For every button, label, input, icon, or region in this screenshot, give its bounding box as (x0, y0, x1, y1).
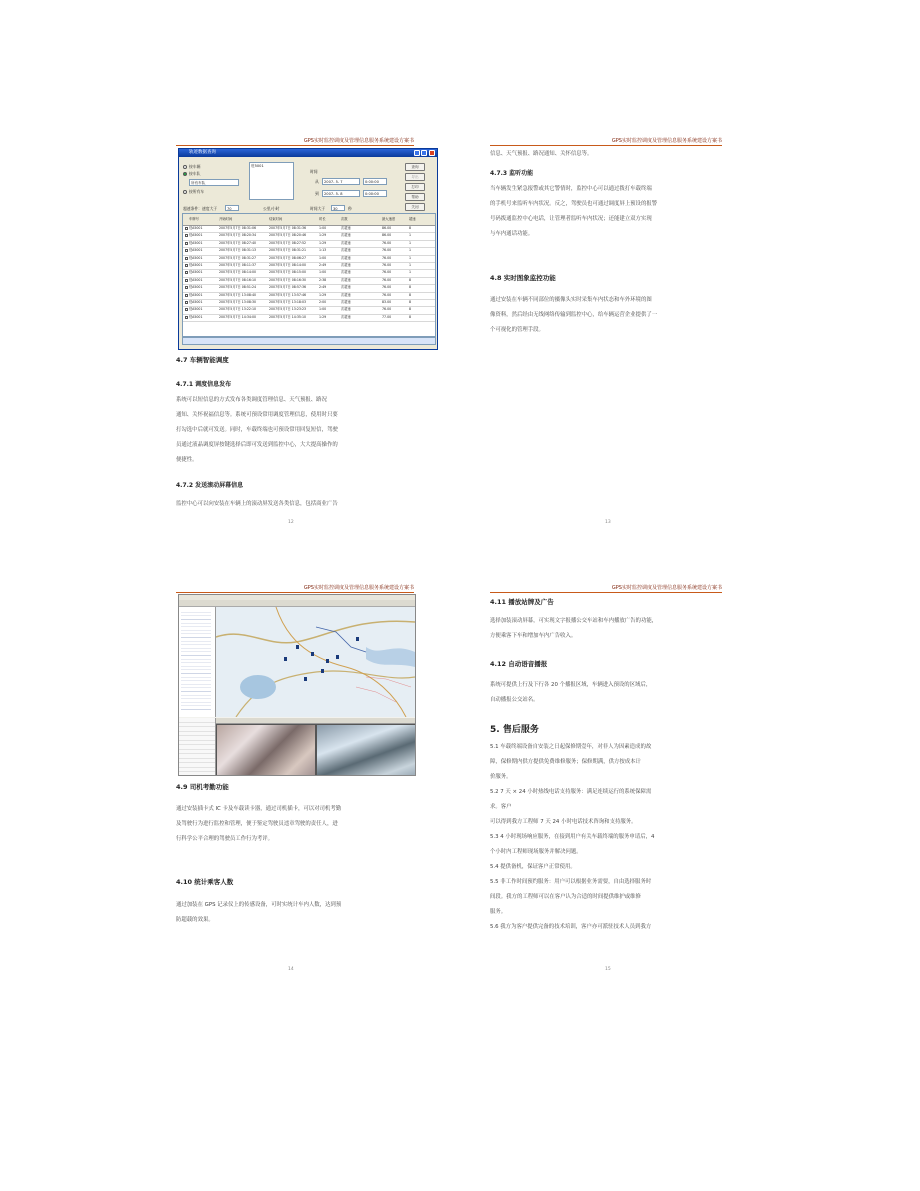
table-cell: 1:00 (319, 226, 327, 230)
page-number: 13 (605, 520, 611, 525)
camera-view-2 (316, 724, 416, 776)
table-cell: 8 (409, 285, 412, 290)
table-cell: 1:13 (319, 248, 327, 253)
text-line: 当车辆发生紧急报警或其它警情时，监控中心可以通过拨打车载终端 (490, 186, 652, 192)
table-cell: 1:29 (319, 240, 327, 245)
text-line: 价服务。 (490, 774, 512, 780)
from-time-value: 0:00:00 (365, 180, 379, 184)
subsection-heading: 4.7.1 调度信息发布 (176, 381, 232, 388)
table-cell: 1 (409, 233, 412, 238)
table-cell: 76.00 (382, 240, 392, 245)
table-cell: 次超速 (341, 277, 351, 282)
from-date-value: 2007- 5- 7 (324, 180, 343, 184)
app-toolbar (179, 600, 415, 607)
table-cell: 2007年5月7日 08:27:40 (219, 240, 257, 245)
interval-value: 30 (333, 207, 338, 211)
table-cell: 次超速 (341, 255, 351, 260)
text-line: 便捷性。 (176, 457, 198, 463)
table-cell: 驻A5001 (189, 263, 203, 267)
table-cell: 驻A5001 (189, 277, 203, 282)
fleet-select-value: 所有车队 (191, 181, 206, 185)
table-cell: 驻A5001 (189, 255, 203, 260)
export-button[interactable]: 导出 (405, 173, 425, 181)
text-line: 通过安装插卡式 IC 卡及车载读卡器，通过司机插卡，可以对司机考勤 (176, 806, 342, 812)
to-date-value: 2007- 5- 8 (324, 192, 343, 196)
row-checkbox[interactable] (185, 271, 188, 274)
to-label: 到 (315, 191, 319, 196)
table-cell: 1 (409, 248, 412, 253)
table-cell: 2:38 (319, 277, 327, 282)
page-4 (490, 582, 722, 982)
table-cell: 2007年5月7日 08:57:36 (269, 285, 307, 290)
text-line: 通过加装在 GPS 记录仪上的传感设备，可时实统计车内人数，达到预 (176, 902, 342, 908)
table-cell: 8 (409, 307, 412, 312)
text-line: 防超载的效果。 (176, 917, 214, 923)
table-cell: 驻A5001 (189, 285, 203, 290)
table-cell: 次超速 (341, 307, 351, 312)
table-cell: 驻A5001 (189, 226, 203, 230)
table-cell: 2007年5月7日 14:34:00 (219, 314, 257, 319)
radio-by-fleet[interactable] (183, 172, 187, 176)
paragraph (176, 393, 338, 468)
page-number: 14 (288, 967, 294, 972)
table-cell: 76.00 (382, 307, 392, 312)
table-cell: 8 (409, 292, 412, 297)
radio-all[interactable] (183, 190, 187, 194)
text-line: 5.5 非工作时间预约服务：用户可以根据业务需要，自由选择服务时 (490, 879, 652, 885)
row-checkbox[interactable] (185, 316, 188, 319)
table-cell: 76.00 (382, 263, 392, 267)
table-cell: 驻A5001 (189, 248, 203, 253)
row-checkbox[interactable] (185, 286, 188, 289)
radio-label: 按所有车 (189, 189, 205, 194)
page-3 (176, 582, 414, 982)
table-cell: 8 (409, 314, 412, 319)
chapter-heading: 5. 售后服务 (490, 725, 539, 735)
text-line: 员通过液晶调度屏按键选择后即可发送到监控中心，大大提高操作的 (176, 442, 338, 448)
text-line: 通知、关怀祝福信息等。系统可预设常用调度管理信息，使用时只要 (176, 412, 338, 418)
table-cell: 76.00 (382, 277, 392, 282)
header-rule (176, 592, 414, 593)
table-cell: 76.00 (382, 255, 392, 260)
table-cell: 次超速 (341, 270, 351, 275)
text-line: 与车内通话功能。 (490, 231, 534, 237)
table-cell: 2007年5月7日 13:08:30 (219, 300, 257, 304)
table-cell: 次超速 (341, 240, 351, 245)
page-2 (490, 135, 722, 535)
table-cell: 2007年5月7日 08:27:52 (269, 240, 307, 245)
table-cell: 86.00 (382, 226, 392, 230)
text-line: 方便乘客下车和增加车内广告收入。 (490, 633, 577, 639)
table-cell: 驻A5001 (189, 292, 203, 297)
table-cell: 驻A5001 (189, 233, 203, 238)
interval-unit: 秒 (348, 206, 352, 211)
text-line: 及驾驶行为进行监控和管理，便于鉴定驾驶员违章驾驶的责任人，进 (176, 821, 338, 827)
from-date-field[interactable] (322, 178, 360, 185)
table-cell: 76.00 (382, 285, 392, 290)
page-header: GPS实时监控调度及管理信息服务系统建设方案书 (303, 138, 414, 144)
text-line: 的手机号来监听车内状况。反之，驾驶员也可通过调度屏上预设的报警 (490, 201, 658, 207)
column-header[interactable]: 最大速度 (382, 217, 396, 221)
page-header: GPS实时监控调度及管理信息服务系统建设方案书 (611, 138, 722, 144)
row-checkbox[interactable] (185, 264, 188, 267)
text-line: 像资料，然后经由无线网络传输到监控中心，给车辆运营企业提供了一 (490, 312, 658, 318)
row-checkbox[interactable] (185, 308, 188, 311)
text-line: 系统可提供上行及下行各 20 个播报区域，车辆进入预设的区域后， (490, 682, 652, 688)
text-line: 打勾选中后就可发送。同时，车载终端也可预设常用回复短信，驾驶 (176, 427, 338, 433)
table-cell: 8 (409, 277, 412, 282)
speed-field[interactable] (225, 205, 239, 211)
close-button[interactable]: 关闭 (405, 203, 425, 211)
map-view[interactable] (216, 607, 415, 717)
table-cell: 2007年5月7日 08:16:10 (219, 277, 257, 282)
table-cell: 次超速 (341, 233, 351, 238)
table-cell: 次超速 (341, 226, 351, 230)
table-cell: 1:29 (319, 233, 327, 238)
paragraph (490, 614, 657, 644)
page-1 (176, 135, 419, 535)
table-cell: 2007年5月7日 13:22:10 (219, 307, 257, 312)
vehicle-list-item[interactable]: 驻5001 (251, 164, 264, 168)
vehicle-list[interactable] (249, 162, 294, 200)
map-graphic (216, 607, 415, 717)
text-line: 5.3 4 小时现场响应服务，在接到用户有关车载终端的服务申请后，4 (490, 834, 655, 840)
table-cell: 77.00 (382, 314, 392, 319)
section-heading: 4.11 播放站牌及广告 (490, 598, 554, 606)
table-cell: 8 (409, 226, 412, 230)
text-line: 间段。我方的工程师可以在客户认为合适的时间提供维护或维修 (490, 894, 641, 900)
from-time-field[interactable] (363, 178, 387, 185)
text-line: 选择加装滚动屏幕，可实现文字报播公交车站和车内播放广告的功能， (490, 618, 658, 624)
radio-by-vehicle[interactable] (183, 165, 187, 169)
table-cell: 驻A5001 (189, 270, 203, 275)
print-button[interactable]: 打印 (405, 183, 425, 191)
paragraph (176, 898, 341, 928)
paragraph (176, 497, 338, 512)
subsection-heading: 4.7.2 发送滚动屏幕信息 (176, 482, 244, 489)
table-cell: 1:00 (319, 307, 327, 312)
table-cell: 1 (409, 270, 412, 275)
fleet-select[interactable] (189, 179, 239, 186)
paragraph (490, 293, 657, 338)
minimize-icon[interactable] (414, 150, 420, 156)
text-line: 可以得到我方工程师 7 天 24 小时电话技术咨询和支持服务。 (490, 819, 637, 825)
gps-monitor-window (178, 594, 416, 776)
table-cell: 1:29 (319, 314, 327, 319)
section-heading: 4.8 实时图象监控功能 (490, 274, 556, 282)
table-cell: 驻A5001 (189, 240, 203, 245)
table-cell: 2007年5月7日 08:31:27 (219, 255, 257, 260)
table-cell: 2:49 (319, 285, 327, 290)
table-cell: 2007年5月7日 08:14:00 (269, 263, 307, 267)
section-heading: 4.7 车辆智能调度 (176, 356, 229, 364)
table-cell: 1 (409, 255, 412, 260)
table-cell: 2007年5月7日 08:11:37 (219, 263, 257, 267)
paragraph (490, 147, 592, 162)
column-header[interactable]: 超速 (409, 217, 416, 221)
table-cell: 2007年5月7日 08:16:30 (269, 277, 307, 282)
to-time-value: 0:00:00 (365, 192, 379, 196)
close-icon[interactable] (429, 150, 435, 156)
table-row[interactable] (183, 314, 435, 322)
table-cell: 2007年5月7日 08:31:13 (219, 248, 257, 253)
table-cell: 次超速 (341, 292, 351, 297)
table-cell: 76.00 (382, 270, 392, 275)
interval-label: 时间大于 (310, 206, 326, 211)
column-header[interactable]: 开始时间 (219, 217, 233, 221)
row-checkbox[interactable] (185, 294, 188, 297)
text-line: 5.1 车载终端设备自安装之日起保修期壹年，对非人为因素造成的故 (490, 744, 652, 750)
table-cell: 2007年5月7日 13:08:40 (219, 292, 257, 297)
page-header: GPS实时监控调度及管理信息服务系统建设方案书 (611, 585, 722, 591)
table-cell: 2:49 (319, 263, 327, 267)
text-line: 5.4 提供备机，保证客户正常使用。 (490, 864, 576, 870)
row-checkbox[interactable] (185, 301, 188, 304)
row-checkbox[interactable] (185, 257, 188, 260)
row-checkbox[interactable] (185, 227, 188, 230)
paragraph (490, 678, 651, 708)
text-line: 号码拨通监控中心电话，让管理者监听车内状况；还能建立双方实现 (490, 216, 652, 222)
radio-label: 按车辆 (189, 164, 201, 169)
page-number: 12 (288, 520, 294, 525)
page-number: 15 (605, 967, 611, 972)
camera-view-1 (216, 724, 316, 776)
paragraph (490, 740, 654, 935)
table-cell: 次超速 (341, 300, 351, 304)
text-line: 信息、天气预报、路况通知、关怀信息等。 (490, 151, 593, 157)
table-cell: 2007年5月7日 08:14:00 (219, 270, 257, 275)
table-cell: 1 (409, 263, 412, 267)
column-header[interactable]: 次数 (341, 217, 348, 221)
page-header: GPS实时监控调度及管理信息服务系统建设方案书 (303, 585, 414, 591)
radio-label: 按车队 (189, 171, 201, 176)
subsection-heading: 4.7.3 监听功能 (490, 170, 534, 177)
table-cell: 8 (409, 300, 412, 304)
help-button[interactable]: 帮助 (405, 193, 425, 201)
table-cell: 86.00 (382, 233, 392, 238)
text-line: 自动播报公交站名。 (490, 697, 539, 703)
table-cell: 2:00 (319, 300, 327, 304)
vehicle-tree[interactable] (179, 607, 216, 717)
table-cell: 1:29 (319, 292, 327, 297)
table-cell: 驻A5001 (189, 314, 203, 319)
text-line: 行科学公平合理的驾驶员工作行为考评。 (176, 836, 274, 842)
table-cell: 1 (409, 240, 412, 245)
header-rule (490, 145, 722, 146)
to-date-field[interactable] (322, 190, 360, 197)
filter-label: 超速条件：速度大于 (183, 206, 218, 211)
table-cell: 次超速 (341, 248, 351, 253)
table-cell: 2007年5月7日 08:31:21 (269, 248, 307, 253)
text-line: 求。客户 (490, 804, 512, 810)
table-cell: 1:00 (319, 270, 327, 275)
column-header[interactable]: 时长 (319, 217, 326, 221)
table-cell: 2007年5月7日 13:57:46 (269, 292, 307, 297)
header-rule (176, 145, 414, 146)
window-titlebar (179, 149, 437, 157)
table-cell: 2007年5月7日 08:15:00 (269, 270, 307, 275)
table-cell: 83.00 (382, 300, 392, 304)
table-cell: 2007年5月7日 08:20:46 (269, 233, 307, 238)
from-label: 从 (315, 179, 319, 184)
section-heading: 4.9 司机考勤功能 (176, 783, 229, 791)
window-title: 轨迹数据查询 (189, 150, 216, 155)
maximize-icon[interactable] (421, 150, 427, 156)
text-line: 通过安装在车辆不同部位的摄像头实时采集车内状态和车外环境的图 (490, 297, 652, 303)
table-cell: 次超速 (341, 263, 351, 267)
table-cell: 驻A5001 (189, 307, 203, 312)
interval-field[interactable] (331, 205, 345, 211)
table-cell: 2007年5月7日 08:20:34 (219, 233, 257, 238)
time-label: 时间 (310, 169, 318, 174)
row-checkbox[interactable] (185, 279, 188, 282)
paragraph (176, 802, 341, 847)
table-cell: 2007年5月7日 13:18:03 (269, 300, 307, 304)
paragraph (490, 182, 657, 242)
section-heading: 4.12 自动语音播报 (490, 660, 548, 668)
results-grid[interactable] (182, 213, 436, 337)
text-line: 服务。 (490, 909, 507, 915)
table-cell: 1:00 (319, 255, 327, 260)
text-line: 5.2 7 天 × 24 小时热线电话支持服务：满足连续运行的系统保障需 (490, 789, 652, 795)
table-cell: 次超速 (341, 314, 351, 319)
table-cell: 次超速 (341, 285, 351, 290)
text-line: 个可视化的管理手段。 (490, 327, 544, 333)
unit-label: 公里/小时 (263, 206, 280, 211)
header-rule (490, 592, 722, 593)
table-cell: 76.00 (382, 292, 392, 297)
row-checkbox[interactable] (185, 242, 188, 245)
text-line: 个小时内工程师现场服务并解决问题。 (490, 849, 582, 855)
to-time-field[interactable] (363, 190, 387, 197)
table-cell: 2007年5月7日 13:23:23 (269, 307, 307, 312)
query-window (178, 148, 438, 350)
text-line: 障，保修期内供方提供免费维修服务；保修期满，供方按成本计 (490, 759, 641, 765)
table-cell: 驻A5001 (189, 300, 203, 304)
column-header[interactable]: 结束时间 (269, 217, 283, 221)
table-cell: 2007年5月7日 08:31:36 (269, 226, 307, 230)
text-line: 系统可以短信息的方式发布各类调度管理信息、天气预报、路况 (176, 397, 327, 403)
query-button[interactable]: 查询 (405, 163, 425, 171)
text-line: 监控中心可以向安装在车辆上的滚动屏发送各类信息，包括商业广告 (176, 501, 338, 507)
table-cell: 2007年5月7日 14:35:10 (269, 314, 307, 319)
table-cell: 2007年5月7日 08:31:06 (219, 226, 257, 230)
row-checkbox[interactable] (185, 234, 188, 237)
table-cell: 76.00 (382, 248, 392, 253)
table-cell: 2007年5月7日 08:06:27 (269, 255, 307, 260)
speed-value: 70 (227, 207, 232, 211)
column-header[interactable]: 车牌号 (189, 217, 199, 221)
section-heading: 4.10 统计乘客人数 (176, 878, 234, 886)
table-cell: 2007年5月7日 08:51:24 (219, 285, 257, 290)
vehicle-info-panel (179, 718, 216, 775)
row-checkbox[interactable] (185, 249, 188, 252)
text-line: 5.6 我方为客户提供完备的技术培训，客户亦可派驻技术人员到我方 (490, 924, 652, 930)
horizontal-scrollbar[interactable] (182, 337, 436, 345)
